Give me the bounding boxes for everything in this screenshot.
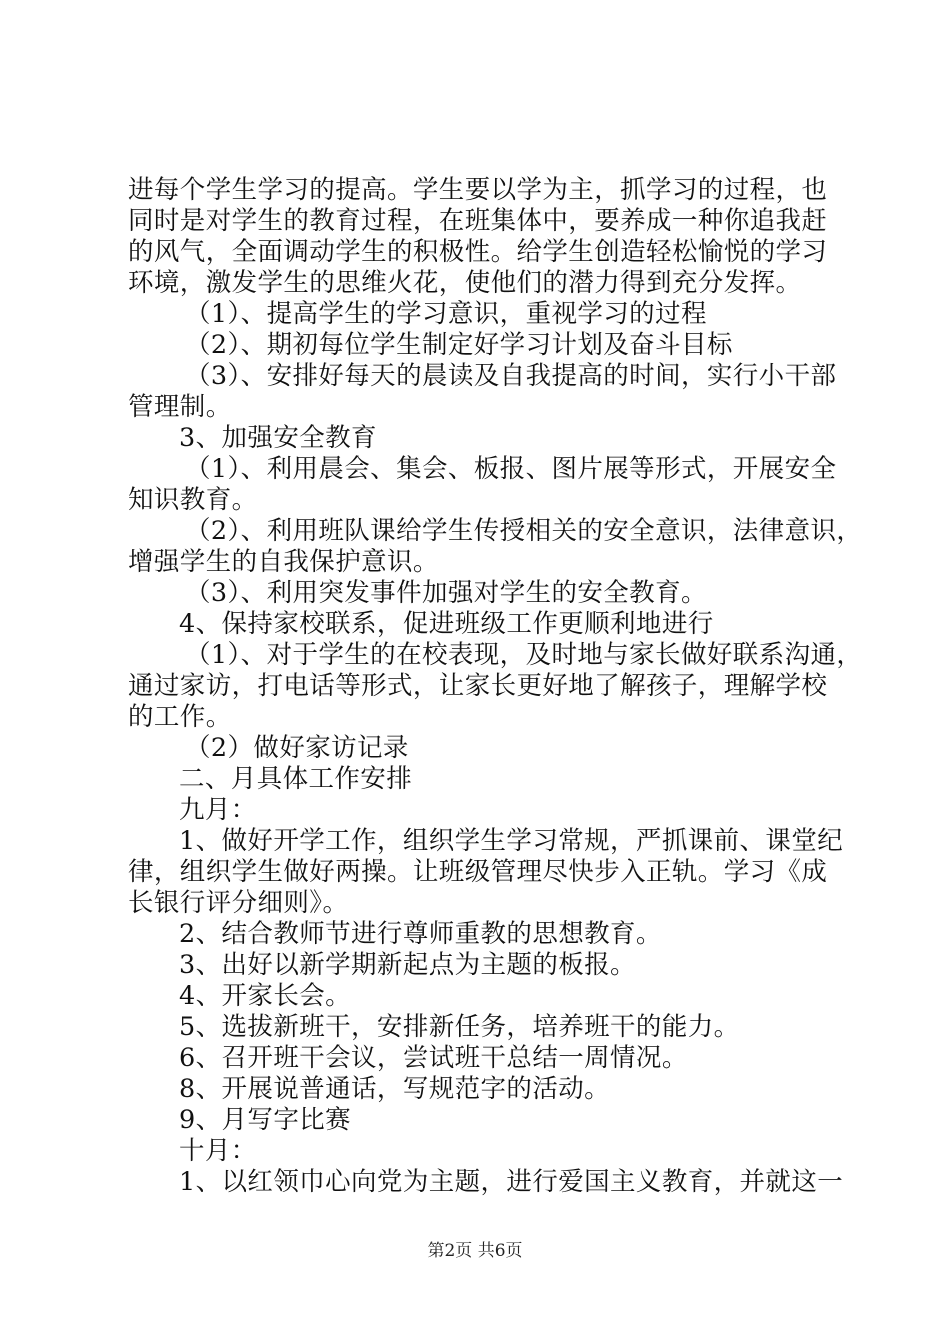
text-line: 3、加强安全教育 [179,423,377,453]
text-line: 1、做好开学工作，组织学生学习常规，严抓课前、课堂纪 [179,826,844,856]
text-line: 9、月写字比赛 [179,1105,352,1135]
text-line: 律，组织学生做好两操。让班级管理尽快步入正轨。学习《成 [128,857,828,887]
text-line: （2）做好家访记录 [185,733,409,763]
text-line: （3）、安排好每天的晨读及自我提高的时间，实行小干部 [185,361,837,391]
text-line: 的工作。 [128,702,232,732]
text-line: （3）、利用突发事件加强对学生的安全教育。 [185,578,707,608]
text-line: 1、以红领巾心向党为主题，进行爱国主义教育，并就这一 [179,1167,844,1197]
text-line: （1）、利用晨会、集会、板报、图片展等形式，开展安全 [185,454,837,484]
text-line: （2）、期初每位学生制定好学习计划及奋斗目标 [185,330,733,360]
text-line: 通过家访，打电话等形式，让家长更好地了解孩子，理解学校 [128,671,828,701]
text-line: （1）、提高学生的学习意识，重视学习的过程 [185,299,707,329]
text-line: 进每个学生学习的提高。学生要以学为主，抓学习的过程，也 [128,175,828,205]
text-line: 2、结合教师节进行尊师重教的思想教育。 [179,919,662,949]
text-line: 九月： [179,795,257,825]
text-line: 环境，激发学生的思维火花，使他们的潜力得到充分发挥。 [128,268,802,298]
text-line: （1）、对于学生的在校表现，及时地与家长做好联系沟通， [185,640,863,670]
text-line: 6、召开班干会议，尝试班干总结一周情况。 [179,1043,688,1073]
text-line: 管理制。 [128,392,232,422]
text-line: 增强学生的自我保护意识。 [128,547,439,577]
text-line: 二、月具体工作安排 [179,764,413,794]
text-line: 十月： [179,1136,257,1166]
page-footer: 第2页 共6页 [427,1241,523,1261]
text-line: 4、开家长会。 [179,981,352,1011]
document-body [128,175,863,1198]
text-line: 5、选拔新班干，安排新任务，培养班干的能力。 [179,1012,740,1042]
text-line: 知识教育。 [128,485,258,515]
text-line: 同时是对学生的教育过程，在班集体中，要养成一种你追我赶 [128,206,828,236]
text-line: （2）、利用班队课给学生传授相关的安全意识，法律意识， [185,516,863,546]
text-line: 8、开展说普通话，写规范字的活动。 [179,1074,611,1104]
text-line: 的风气，全面调动学生的积极性。给学生创造轻松愉悦的学习 [128,237,828,267]
text-line: 长银行评分细则》。 [128,888,349,918]
text-line: 4、保持家校联系，促进班级工作更顺利地进行 [179,609,714,639]
text-line: 3、出好以新学期新起点为主题的板报。 [179,950,636,980]
